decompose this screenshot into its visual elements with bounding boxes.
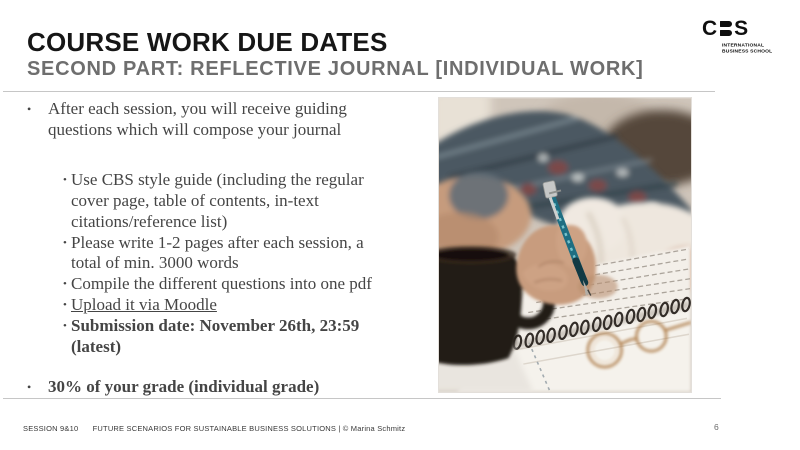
journal-photo-illustration <box>439 98 691 392</box>
bullet-marker: • <box>63 299 67 312</box>
bullet-item <box>27 377 427 398</box>
bullet-list <box>27 99 427 398</box>
bullet-item <box>63 295 427 316</box>
bullet-text: Please write 1-2 pages after each session, a total of min. 3000 words <box>71 232 364 273</box>
bullet-text: Submission date: November 26th, 23:59 (latest) <box>71 316 360 356</box>
logo-letter-s: S <box>734 17 749 40</box>
bullet-text: 30% of your grade (individual grade) <box>48 376 320 396</box>
logo-tagline <box>722 42 772 54</box>
bullet-marker: • <box>63 236 67 249</box>
footer <box>23 424 405 433</box>
bullet-marker: • <box>27 102 32 116</box>
bullet-text: After each session, you will receive guiding questions which will compose your journal <box>48 99 347 139</box>
bullet-item <box>63 233 427 274</box>
header-divider <box>3 91 715 92</box>
logo-tagline-line2: BUSINESS SCHOOL <box>722 47 773 54</box>
bullet-item <box>27 99 427 140</box>
logo-wordmark <box>702 18 800 39</box>
bullet-item <box>63 170 427 232</box>
bullet-item <box>63 274 427 295</box>
page-title: COURSE WORK DUE DATES <box>27 27 388 57</box>
logo-b-top <box>720 21 733 27</box>
logo-letter-c: C <box>702 17 718 40</box>
footer-course: FUTURE SCENARIOS FOR SUSTAINABLE BUSINESS SOLUTIONS | © Marina Schmitz <box>92 424 406 433</box>
logo-b-glyph <box>720 21 733 36</box>
bullet-marker: • <box>27 379 32 394</box>
bullet-text: Use CBS style guide (including the regular cover page, table of contents, in-text citations/reference list) <box>71 170 364 231</box>
logo-b-bottom <box>720 30 733 36</box>
logo-tagline-line1: INTERNATIONAL <box>722 42 765 48</box>
page-number: 6 <box>714 422 719 432</box>
journal-photo <box>438 97 692 393</box>
bullet-marker: • <box>63 278 67 291</box>
bullet-text: Upload it via Moodle <box>71 295 217 315</box>
footer-divider <box>3 398 721 399</box>
bullet-item <box>63 316 427 357</box>
bullet-marker: • <box>63 174 67 187</box>
page-subtitle: SECOND PART: REFLECTIVE JOURNAL [INDIVIDUAL WORK] <box>27 58 644 80</box>
bullet-marker: • <box>63 320 67 333</box>
bullet-text: Compile the different questions into one pdf <box>71 274 372 294</box>
cbs-logo <box>702 18 800 63</box>
footer-session: SESSION 9&10 <box>23 424 79 433</box>
